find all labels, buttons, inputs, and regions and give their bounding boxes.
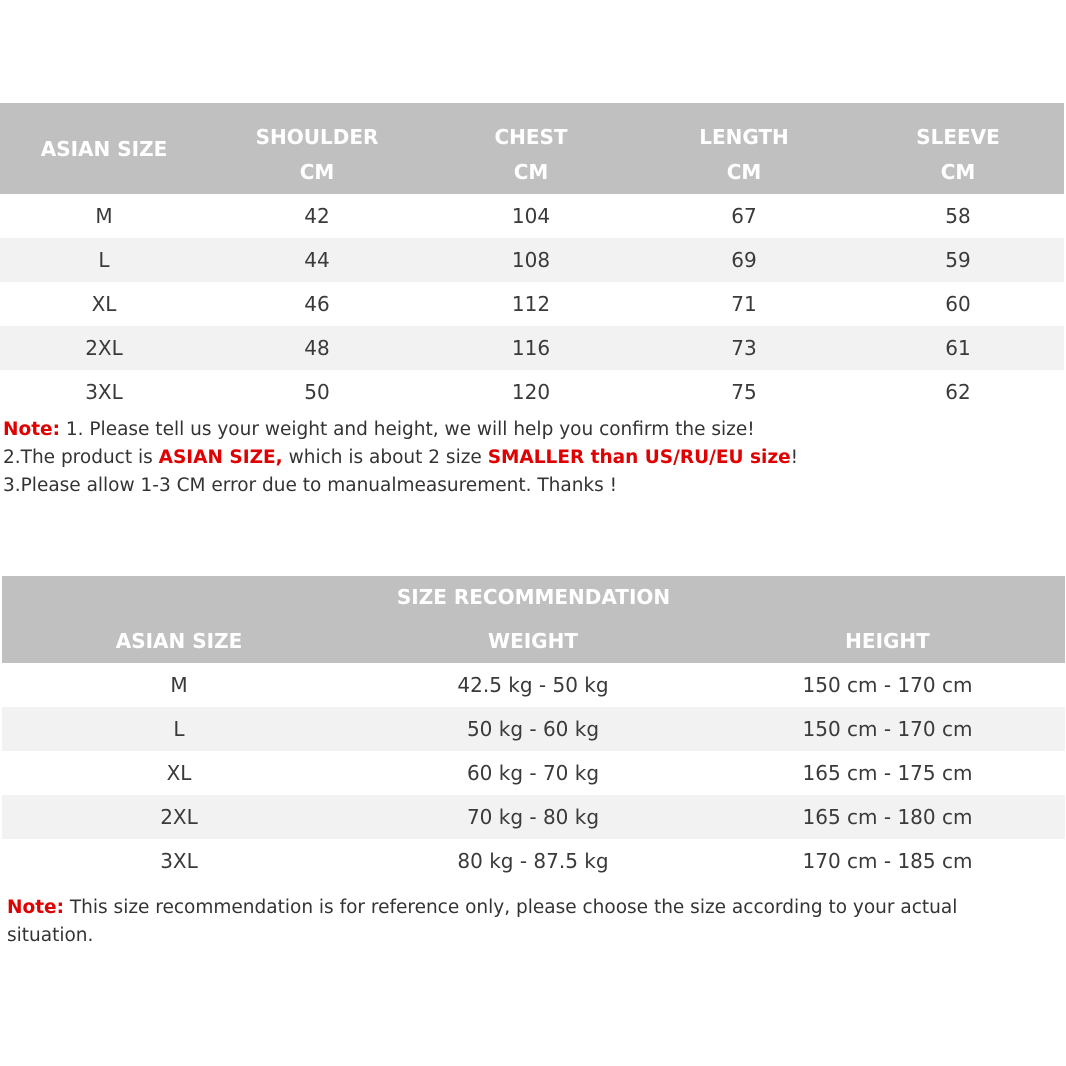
table-row	[0, 282, 1064, 326]
header-length: LENGTH	[699, 125, 789, 149]
cell-sleeve: 58	[945, 204, 971, 228]
cell-length: 67	[731, 204, 757, 228]
table-row	[2, 751, 1065, 795]
note-line-2	[3, 444, 1063, 472]
cell-shoulder: 42	[304, 204, 330, 228]
size-recommendation-table	[2, 576, 1065, 883]
note-label: Note:	[3, 419, 60, 440]
reco-note-text: This size recommendation is for reference only, please choose the size according to your actual situation.	[7, 897, 958, 946]
cell-sleeve: 61	[852, 326, 1064, 370]
cell-size: L	[0, 238, 208, 282]
header-shoulder: SHOULDER	[255, 125, 379, 149]
table-row	[0, 370, 1064, 414]
size-chart-table	[0, 103, 1064, 414]
note-text-1: 1. Please tell us your weight and height, we will help you confirm the size!	[59, 419, 755, 440]
header-sleeve: SLEEVE	[916, 125, 1000, 149]
reco-cell-weight: 80 kg - 87.5 kg	[457, 849, 609, 873]
note-asian-size-highlight: ASIAN SIZE,	[158, 447, 283, 468]
cell-size: 3XL	[85, 380, 123, 404]
table-row	[0, 194, 1064, 238]
note-line-3: 3.Please allow 1-3 CM error due to manualmeasurement. Thanks !	[3, 475, 618, 496]
cell-length: 73	[636, 326, 852, 370]
size-chart-header-row	[0, 103, 1064, 149]
reco-cell-height: 170 cm - 185 cm	[802, 849, 973, 873]
note-smaller-highlight: SMALLER than US/RU/EU size	[487, 447, 791, 468]
cell-sleeve: 59	[852, 238, 1064, 282]
reco-cell-size: 3XL	[160, 849, 198, 873]
cell-sleeve: 60	[945, 292, 971, 316]
header-chest: CHEST	[494, 125, 568, 149]
reco-cell-height: 150 cm - 170 cm	[802, 673, 973, 697]
table-row	[2, 795, 1065, 839]
table-row	[2, 839, 1065, 883]
table-row	[0, 326, 1064, 370]
reco-title-row	[2, 576, 1065, 618]
cell-size: XL	[91, 292, 117, 316]
header-asian-size: ASIAN SIZE	[40, 136, 168, 161]
cell-shoulder: 46	[304, 292, 330, 316]
cell-size: 2XL	[0, 326, 208, 370]
reco-header-size: ASIAN SIZE	[115, 628, 243, 653]
table-row	[0, 238, 1064, 282]
unit-length: CM	[726, 159, 762, 184]
cell-chest: 112	[511, 292, 551, 316]
reco-cell-size: XL	[166, 761, 192, 785]
reco-cell-height: 165 cm - 175 cm	[802, 761, 973, 785]
reco-cell-height: 165 cm - 180 cm	[710, 795, 1065, 839]
cell-chest: 108	[426, 238, 636, 282]
cell-shoulder: 48	[208, 326, 426, 370]
reco-note	[7, 894, 1017, 950]
note-text-2b: which is about 2 size	[282, 447, 488, 468]
reco-cell-weight: 70 kg - 80 kg	[356, 795, 710, 839]
table-row	[2, 707, 1065, 751]
cell-shoulder: 44	[208, 238, 426, 282]
cell-sleeve: 62	[945, 380, 971, 404]
cell-size: M	[95, 204, 113, 228]
unit-sleeve: CM	[940, 159, 976, 184]
cell-chest: 120	[511, 380, 551, 404]
note-text-2a: 2.The product is	[3, 447, 159, 468]
cell-shoulder: 50	[304, 380, 330, 404]
table-row	[2, 663, 1065, 707]
reco-header-weight: WEIGHT	[488, 628, 578, 653]
reco-note-label: Note:	[7, 897, 64, 918]
reco-cell-size: L	[2, 707, 356, 751]
cell-chest: 116	[426, 326, 636, 370]
cell-length: 75	[731, 380, 757, 404]
size-note	[3, 416, 1063, 500]
cell-length: 71	[731, 292, 757, 316]
reco-cell-height: 150 cm - 170 cm	[710, 707, 1065, 751]
reco-cell-weight: 50 kg - 60 kg	[356, 707, 710, 751]
note-line-1	[3, 416, 1063, 444]
note-text-2c: !	[790, 447, 799, 468]
cell-length: 69	[636, 238, 852, 282]
reco-cell-weight: 42.5 kg - 50 kg	[457, 673, 609, 697]
reco-cell-weight: 60 kg - 70 kg	[466, 761, 600, 785]
unit-shoulder: CM	[299, 159, 335, 184]
cell-chest: 104	[511, 204, 551, 228]
reco-title: SIZE RECOMMENDATION	[396, 585, 671, 609]
reco-header-height: HEIGHT	[845, 628, 930, 653]
reco-cell-size: M	[170, 673, 188, 697]
unit-chest: CM	[513, 159, 549, 184]
reco-header-row	[2, 618, 1065, 663]
reco-cell-size: 2XL	[2, 795, 356, 839]
